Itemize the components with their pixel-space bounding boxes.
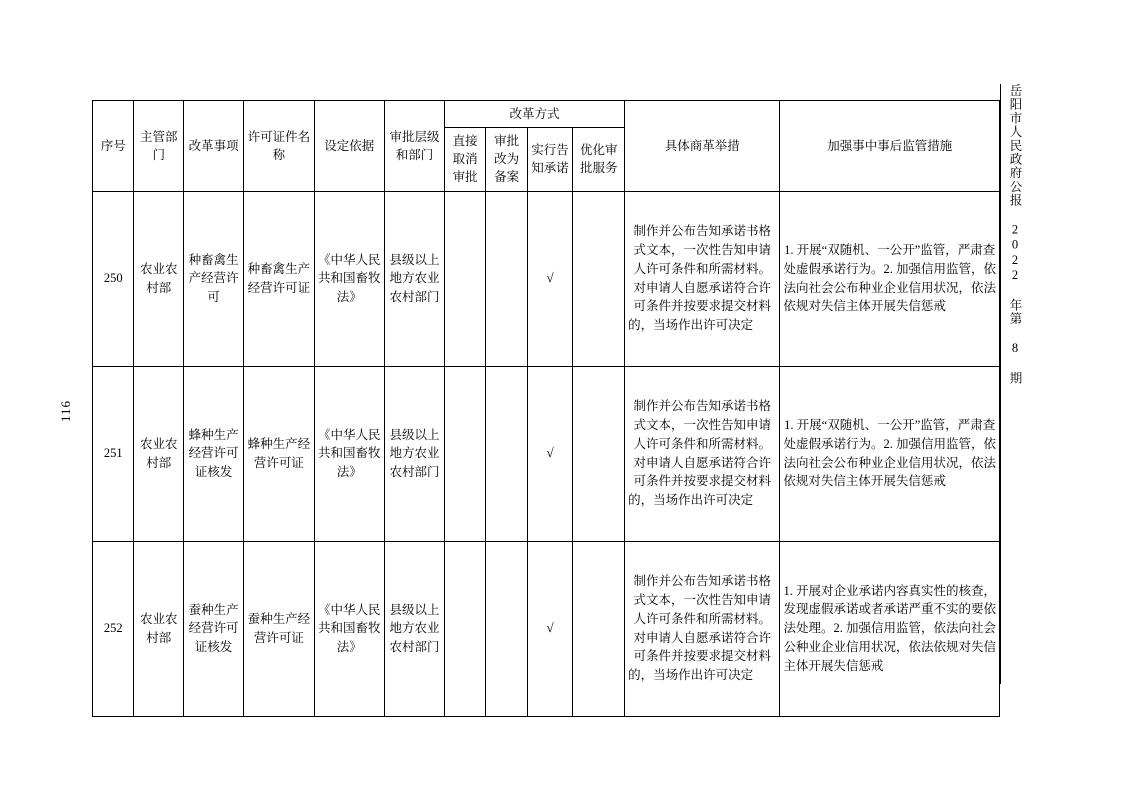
cell-dept: 农业农村部	[134, 541, 184, 716]
cell-no: 250	[93, 191, 134, 366]
cell-dept: 农业农村部	[134, 366, 184, 541]
col-header-reform-mode: 改革方式	[444, 101, 624, 128]
cell-cert: 种畜禽生产经营许可证	[244, 191, 314, 366]
cell-to-record	[486, 191, 527, 366]
cell-cancel	[444, 541, 485, 716]
col-header-to-record: 审批改为备案	[486, 128, 527, 191]
cell-item: 种畜禽生产经营许可	[184, 191, 244, 366]
cell-cert: 蚕种生产经营许可证	[244, 541, 314, 716]
table-body	[93, 191, 1000, 716]
cell-promise: √	[527, 366, 573, 541]
running-head: 岳阳市人民政府公报 2022 年第 8 期	[1008, 84, 1022, 386]
cell-level: 县级以上地方农业农村部门	[384, 541, 444, 716]
table-header-row-1	[93, 101, 1000, 128]
cell-promise: √	[527, 541, 573, 716]
cell-cancel	[444, 191, 485, 366]
cell-promise: √	[527, 191, 573, 366]
reform-table	[92, 100, 1000, 717]
col-header-optimize: 优化审批服务	[573, 128, 625, 191]
col-header-cancel: 直接取消审批	[444, 128, 485, 191]
col-header-supervision: 加强事中事后监管措施	[780, 101, 1000, 192]
col-header-promise: 实行告知承诺	[527, 128, 573, 191]
cell-optimize	[573, 366, 625, 541]
col-header-cert: 许可证件名称	[244, 101, 314, 192]
cell-no: 252	[93, 541, 134, 716]
cell-supervision: 1. 开展“双随机、一公开”监管，严肃查处虚假承诺行为。2. 加强信用监管，依法向社会公布种业企业信用状况，依法依规对失信主体开展失信惩戒	[780, 366, 1000, 541]
cell-basis: 《中华人民共和国畜牧法》	[314, 191, 384, 366]
cell-cert: 蜂种生产经营许可证	[244, 366, 314, 541]
cell-no: 251	[93, 366, 134, 541]
cell-to-record	[486, 366, 527, 541]
col-header-item: 改革事项	[184, 101, 244, 192]
col-header-basis: 设定依据	[314, 101, 384, 192]
cell-level: 县级以上地方农业农村部门	[384, 366, 444, 541]
col-header-measures: 具体商革举措	[625, 101, 780, 192]
table-row	[93, 541, 1000, 716]
cell-measures: 制作并公布告知承诺书格式文本，一次性告知申请人许可条件和所需材料。对申请人自愿承诺符合许可条件并按要求提交材料的，当场作出许可决定	[625, 191, 780, 366]
cell-dept: 农业农村部	[134, 191, 184, 366]
col-header-no: 序号	[93, 101, 134, 192]
cell-item: 蜂种生产经营许可证核发	[184, 366, 244, 541]
cell-cancel	[444, 366, 485, 541]
cell-supervision: 1. 开展对企业承诺内容真实性的核查，发现虚假承诺或者承诺严重不实的要依法处理。2. 加强信用监管，依法向社会公种业企业信用状况，依法依规对失信主体开展失信惩戒	[780, 541, 1000, 716]
col-header-dept: 主管部门	[134, 101, 184, 192]
cell-item: 蚕种生产经营许可证核发	[184, 541, 244, 716]
reform-table-wrapper	[92, 100, 1000, 717]
cell-supervision: 1. 开展“双随机、一公开”监管，严肃查处虚假承诺行为。2. 加强信用监管，依法向社会公布种业企业信用状况，依法依规对失信主体开展失信惩戒	[780, 191, 1000, 366]
table-row	[93, 366, 1000, 541]
col-header-level: 审批层级和部门	[384, 101, 444, 192]
cell-optimize	[573, 191, 625, 366]
cell-optimize	[573, 541, 625, 716]
cell-measures: 制作并公布告知承诺书格式文本，一次性告知申请人许可条件和所需材料。对申请人自愿承诺符合许可条件并按要求提交材料的，当场作出许可决定	[625, 366, 780, 541]
cell-level: 县级以上地方农业农村部门	[384, 191, 444, 366]
table-row	[93, 191, 1000, 366]
right-margin-rule	[1000, 84, 1001, 684]
cell-measures: 制作并公布告知承诺书格式文本，一次性告知申请人许可条件和所需材料。对申请人自愿承诺符合许可条件并按要求提交材料的，当场作出许可决定	[625, 541, 780, 716]
page-number: 116	[58, 400, 73, 423]
cell-basis: 《中华人民共和国畜牧法》	[314, 541, 384, 716]
table-header	[93, 101, 1000, 192]
cell-basis: 《中华人民共和国畜牧法》	[314, 366, 384, 541]
cell-to-record	[486, 541, 527, 716]
